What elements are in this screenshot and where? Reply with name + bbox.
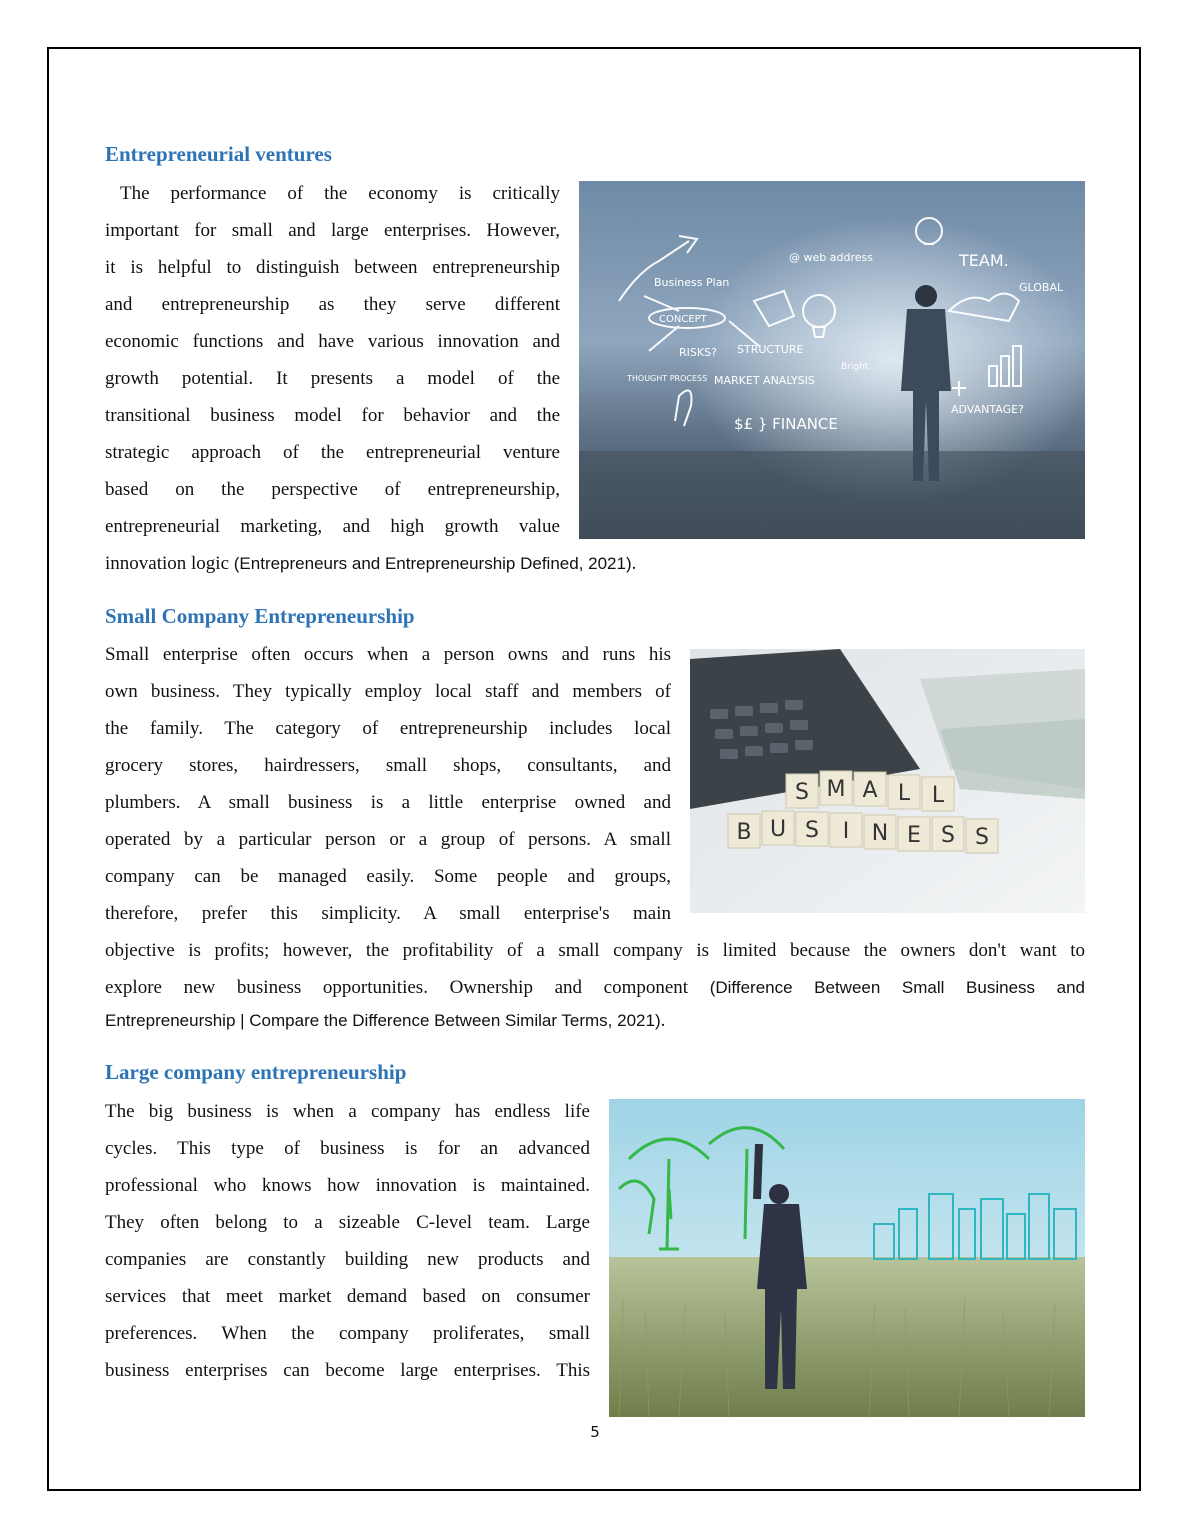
image-small-business-blocks [690,649,1085,913]
text-line [105,1006,1085,1043]
letter-tile: S [975,825,989,850]
text-line: the family. The category of entrepreneurship includes local [105,718,671,739]
text-line: operated by a particular person or a group of persons. A small [105,829,671,850]
text-line: cycles. This type of business is for an advanced [105,1138,590,1159]
citation: (Entrepreneurs and Entrepreneurship Defined, 2021) [233,554,632,573]
paragraph-large-company [105,1093,590,1389]
growth-illustration [609,1099,1085,1417]
image-businessman-sketches [579,181,1085,539]
citation: Entrepreneurship | Compare the Difference Between Similar Terms, 2021) [105,1011,661,1030]
text-line: business enterprises can become large enterprises. This [105,1360,590,1381]
text-line: strategic approach of the entrepreneurial venture [105,442,560,463]
text-line: company can be managed easily. Some people and groups, [105,866,671,887]
text-line: own business. They typically employ local staff and members of [105,681,671,702]
sketch-label: RISKS? [679,346,717,359]
letter-tile: E [907,823,921,848]
paragraph-entrepreneurial-ventures-end [105,545,1085,582]
sketch-label: Business Plan [654,276,730,289]
text-line: plumbers. A small business is a little enterprise owned and [105,792,671,813]
letter-tile: S [805,818,819,843]
text-line [105,969,1085,1006]
businessman-sketch-illustration [579,181,1085,539]
letter-tile: U [769,817,787,842]
text-line: it is helpful to distinguish between entrepreneurship [105,257,560,278]
small-business-illustration [690,649,1085,913]
letter-tile: S [941,823,955,848]
letter-tile: A [862,778,878,803]
sketch-label: GLOBAL [1019,281,1064,294]
letter-tile: N [871,821,889,846]
sketch-label: CONCEPT [659,314,707,325]
text-punct: . [631,553,637,574]
text-line: important for small and large enterprises. However, [105,220,560,241]
text-line: innovation logic [105,553,234,574]
letter-tile: S [795,780,809,805]
text-line: The big business is when a company has endless life [105,1101,590,1122]
sketch-label: STRUCTURE [737,343,804,356]
letter-tile: L [897,781,911,806]
text-line: economic functions and have various innovation and [105,331,560,352]
text-line: grocery stores, hairdressers, small shops, consultants, and [105,755,671,776]
sketch-label: @ web address [789,251,873,264]
text-line: companies are constantly building new products and [105,1249,590,1270]
text-punct: . [660,1010,666,1031]
sketch-label: THOUGHT PROCESS [627,374,708,383]
page-number: 5 [590,1423,600,1441]
sketch-label: ADVANTAGE? [951,403,1024,416]
text-line: and entrepreneurship as they serve different [105,294,560,315]
letter-tile: M [826,777,846,802]
paragraph-entrepreneurial-ventures [105,175,560,545]
text-line: therefore, prefer this simplicity. A small enterprise's main [105,903,671,924]
text-line: transitional business model for behavior and the [105,405,560,426]
text-line: objective is profits; however, the profitability of a small company is limited because the owners don't want to [105,940,1085,961]
paragraph-small-company-end [105,932,1085,1043]
sketch-label: Bright [841,362,869,372]
text-line: growth potential. It presents a model of the [105,368,560,389]
heading-large-company: Large company entrepreneurship [105,1060,407,1084]
paragraph-small-company [105,636,671,932]
text-line: preferences. When the company proliferates, small [105,1323,590,1344]
text-line: entrepreneurial marketing, and high growth value [105,516,560,537]
letter-tile: L [931,783,945,808]
sketch-label: MARKET ANALYSIS [714,374,815,387]
citation: (Difference Between Small Business and [709,978,1085,997]
letter-tile: B [736,820,752,845]
heading-small-company: Small Company Entrepreneurship [105,604,415,628]
heading-entrepreneurial-ventures: Entrepreneurial ventures [105,142,332,166]
text-line: The performance of the economy is critically [120,183,560,204]
text-line: Small enterprise often occurs when a person owns and runs his [105,644,671,665]
text-line: professional who knows how innovation is maintained. [105,1175,590,1196]
letter-tile: I [842,819,850,844]
text-segment: explore new business opportunities. Ownership and component [105,977,710,998]
text-line: based on the perspective of entrepreneurship, [105,479,560,500]
text-line: services that meet market demand based on consumer [105,1286,590,1307]
text-line: They often belong to a sizeable C-level team. Large [105,1212,590,1233]
sketch-label: $£ } FINANCE [734,415,838,433]
image-man-drawing-city [609,1099,1085,1417]
sketch-label: TEAM. [959,251,1009,270]
